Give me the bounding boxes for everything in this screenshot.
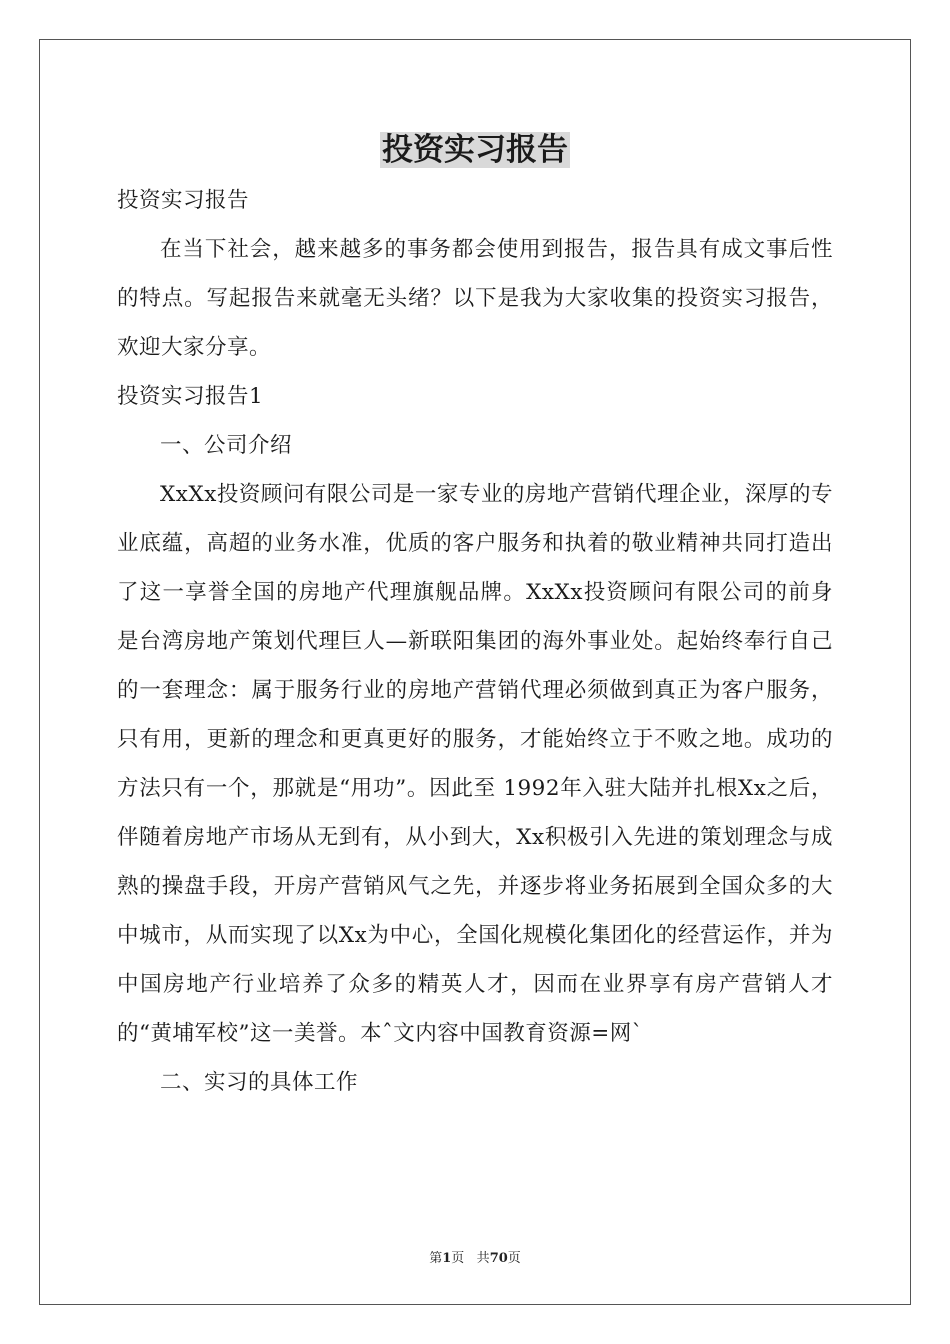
part1-paragraph: XxXx投资顾问有限公司是一家专业的房地产营销代理企业，深厚的专业底蕴，高超的业务水准，优质的客户服务和执着的敬业精神共同打造出了这一享誉全国的房地产代理旗舰品牌。XxXx投资顾问有限公司的前身是台湾房地产策划代理巨人—新联阳集团的海外事业处。起始终奉行自己的一套理念：属于服务行业的房地产营销代理必须做到真正为客户服务，只有用，更新的理念和更真更好的服务，才能始终立于不败之地。成功的方法只有一个，那就是“用功”。因此至 1992年入驻大陆并扎根Xx之后，伴随着房地产市场从无到有，从小到大，Xx积极引入先进的策划理念与成熟的操盘手段，开房产营销风气之先，并逐步将业务拓展到全国众多的大中城市，从而实现了以Xx为中心，全国化规模化集团化的经营运作，并为中国房地产行业培养了众多的精英人才，因而在业界享有房产营销人才的“黄埔军校”这一美誉。本ˆ文内容中国教育资源=网ˋ	[117, 482, 833, 1046]
section-heading: 投资实习报告1	[117, 384, 264, 409]
footer-page-number: 1	[442, 1251, 452, 1266]
document-title-text: 投资实习报告	[382, 132, 568, 168]
part2-heading: 二、实习的具体工作	[160, 1070, 359, 1095]
page-footer	[0, 1247, 950, 1266]
footer-total-suffix: 页	[507, 1251, 521, 1266]
footer-total-pages: 70	[489, 1251, 508, 1266]
footer-page-prefix: 第	[429, 1251, 443, 1266]
part1-heading: 一、公司介绍	[160, 433, 293, 458]
document-title	[0, 128, 950, 172]
footer-page-suffix: 页	[451, 1251, 465, 1266]
subtitle: 投资实习报告	[117, 188, 250, 213]
footer-total-prefix: 共	[476, 1251, 490, 1266]
intro-paragraph: 在当下社会，越来越多的事务都会使用到报告，报告具有成文事后性的特点。写起报告来就毫无头绪？以下是我为大家收集的投资实习报告，欢迎大家分享。	[117, 237, 833, 360]
document-body	[117, 176, 833, 1107]
